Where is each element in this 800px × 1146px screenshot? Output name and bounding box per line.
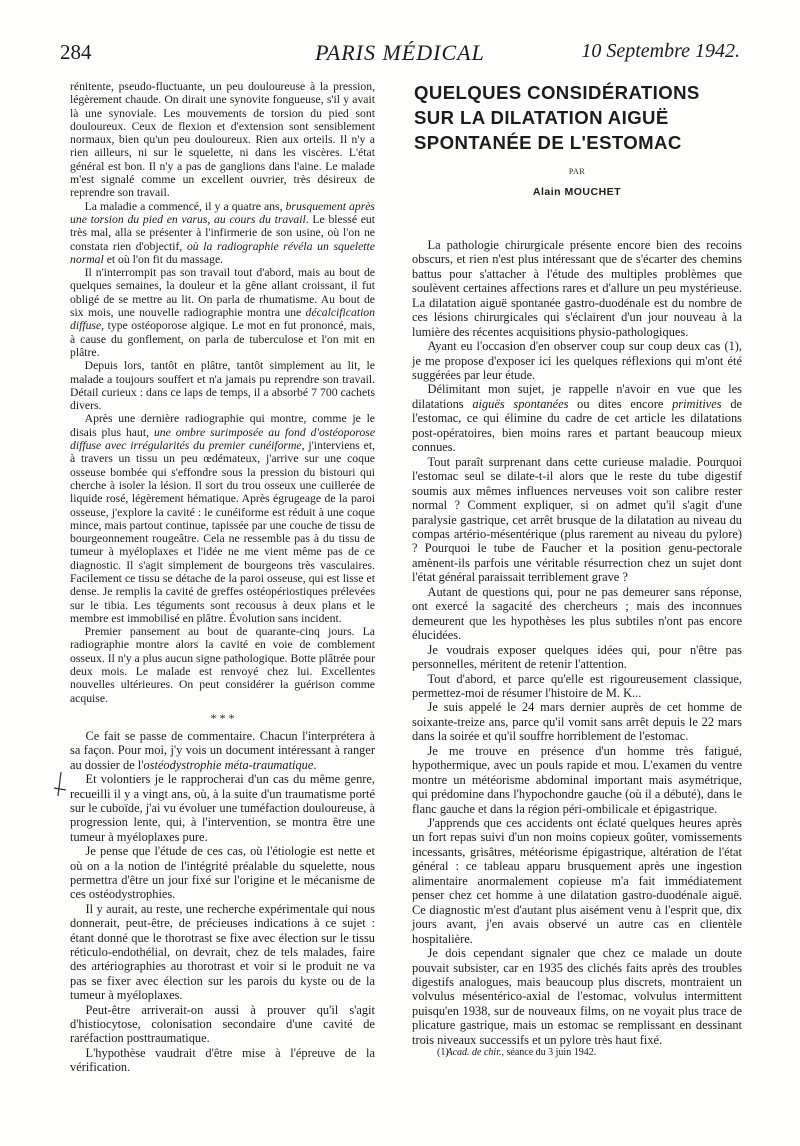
left-column [70,80,375,1075]
running-header [60,40,740,70]
paragraph: Et volontiers je le rapprocherai d'un cas du même genre, recueilli il y a vingt ans, où, à la suite d'un traumatisme porté sur le cuboïde, j'ai vu évoluer une tuméfaction douloureuse, à progression lente, qui, à l'intervention, se montra être une tumeur à myéloplaxes pure. [70,772,375,844]
paragraph: Je voudrais exposer quelques idées qui, pour n'être pas personnelles, méritent de retenir l'attention. [412,642,742,672]
paragraph: La maladie a commencé, il y a quatre ans, brusquement après une torsion du pied en varus, au cours du travail. Le blessé eut très mal, alla se présenter à l'infirmerie de son usine, où l'on ne constata rien d'objectif, où la radiographie révéla un squelette normal et où l'on fit du massage. [70,199,376,266]
margin-pencil-mark-icon [52,770,68,800]
paragraph: Premier pansement au bout de quarante-cinq jours. La radiographie montre alors la cavité en voie de comblement osseux. Il n'y a plus aucun signe pathologique. Botte plâtrée pour deux mois. Le malade est renvoyé chez lui. Excellentes nouvelles ultérieures. On peut considérer la guérison comme acquise. [70,625,375,705]
commentary-section [70,729,375,1075]
paragraph: Délimitant mon sujet, je rappelle n'avoir en vue que les dilatations aiguës spontanées ou dites encore primitives de l'estomac, ce qui élimine du cadre de cet article les dilatations post-opératoires, bien moins rares et partant beaucoup mieux connues. [412,382,743,455]
paragraph: La pathologie chirurgicale présente encore bien des recoins obscurs, et rien n'est plus intéressant que de s'écarter des chemins battus pour s'attacher à l'étude des multiples problèmes que soulèvent certaines affections rares et d'allure un peu mystérieuse. La dilatation aiguë spontanée gastro-duodénale est du nombre de ces lésions chirurgicales qui s'éclairent d'un jour nouveau à la lumière des récentes acquisitions physio-pathologiques. [412,237,742,339]
paragraph: Autant de questions qui, pour ne pas demeurer sans réponse, ont exercé la sagacité des chercheurs ; mais des inconnues demeurent que les hypothèses les plus subtiles n'ont pas encore élucidées. [412,584,742,643]
article-body [412,238,742,1047]
paragraph: Après une dernière radiographie qui montre, comme je le disais plus haut, une ombre surimposée au fond d'ostéoporose diffuse avec irrégularités du premier cunéiforme, j'interviens et, à travers un tissu un peu œdémateux, j'arrive sur une coque osseuse bombée qui s'effondre sous la pression du bistouri qui cherche à isoler la lésion. Il sort du trou osseux une cuillerée de liquide rosé, légèrement hématique. Après égrugeage de la paroi osseuse, j'explore la cavité : le cunéiforme est réduit à une coque mince, mais partout continue, tapissée par une couche de tissu de bourgeonnement rougeâtre. Cela ne ressemble pas à du tissu de tumeur à myéloplaxes et l'idée ne me vient même pas de ce diagnostic. Il s'agit simplement de bourgeons très vasculaires. Facilement ce tissu se détache de la paroi osseuse, qui est lisse et dense. Je remplis la cavité de greffes ostéopériostiques prélevées sur le tibia. Les téguments sont recousus à deux plans et le membre est immobilisé en plâtre. Évolution sans incident. [70,412,376,625]
paragraph: Il n'interrompit pas son travail tout d'abord, mais au bout de quelques semaines, la douleur et la gêne allant croissant, il fut obligé de se mettre au lit. On parla de rhumatisme. Au bout de six mois, une nouvelle radiographie montra une décalcification diffuse, type ostéoporose algique. Le mot en fut prononcé, mais, à cause du gonflement, on parla de tuberculose et l'on mit en plâtre. [70,266,375,359]
article-title: QUELQUES CONSIDÉRATIONS SUR LA DILATATION AIGUË SPONTANÉE DE L'ESTOMAC [414,82,700,153]
paragraph: Ayant eu l'occasion d'en observer coup sur coup deux cas (1), je me propose d'exposer ici les quelques réflexions qui m'ont été suggérées par leur étude. [412,339,742,382]
section-separator: * * * [210,710,235,725]
paragraph: Depuis lors, tantôt en plâtre, tantôt simplement au lit, le malade a toujours souffert et n'a jamais pu reprendre son travail. Détail curieux : dans ce laps de temps, il a absorbé 7 700 cachets divers. [70,359,375,413]
journal-title: PARIS MÉDICAL [315,40,485,65]
page-number: 284 [60,40,92,64]
paragraph: L'hypothèse vaudrait d'être mise à l'épreuve de la vérification. [70,1045,375,1075]
paragraph: Je suis appelé le 24 mars dernier auprès de cet homme de soixante-treize ans, parce qu'il vomit sans arrêt depuis le 22 mars dans la soirée et qu'il souffre horriblement de l'estomac. [412,700,742,744]
paragraph: Ce fait se passe de commentaire. Chacun l'interprétera à sa façon. Pour moi, j'y vois un document intéressant à ranger au dossier de l'ostéodystrophie méta-traumatique. [70,728,375,772]
paragraph: Il y aurait, au reste, une recherche expérimentale qui nous donnerait, peut-être, de précieuses indications à ce sujet : étant donné que le thorotrast se fixe avec élection sur le tissu réticulo-endothélial, on devrait, chez de tels malades, faire des artériographies au thorotrast et voir si le produit ne va pas se fixer avec élection sur les parois du kyste ou de la tumeur à myéloplaxes. [70,901,375,1003]
paragraph: Je pense que l'étude de ces cas, où l'étiologie est nette et où on a la notion de l'intégrité préalable du squelette, nous permettra d'être un jour fixé sur l'origine et le mécanisme de ces ostéodystrophies. [70,844,375,902]
paragraph: Peut-être arriverait-on aussi à prouver qu'il s'agit d'histiocytose, colonisation secondaire d'une cavité de raréfaction posttraumatique. [70,1002,375,1046]
paragraph: Je dois cependant signaler que chez ce malade un doute pouvait subsister, car en 1935 des clichés faits après des troubles digestifs analogues, mais beaucoup plus discrets, montraient un volvulus mésentérico-axial de l'estomac, volvulus intermittent puisqu'en 1938, sur de nouveaux films, on ne voyait plus trace de plicature gastrique, mais un estomac se remplissant en dessinant trois niveaux successifs et un pylore très haut fixé. [412,946,742,1047]
byline-par: PAR [568,167,586,176]
paragraph: Tout paraît surprenant dans cette curieuse maladie. Pourquoi l'estomac seul se dilate-t-il alors que le reste du tube digestif soumis aux mêmes influences nerveuses voit son calibre rester normal ? Comment expliquer, si on admet qu'il s'agit d'une paralysie gastrique, cet arrêt brusque de la dilatation au niveau du compas artério-mésentérique (plus rarement au niveau du pylore) ? Pourquoi le tube de Faucher et la position genu-pectorale amènent-ils parfois une véritable résurrection chez un sujet dont l'état général paraissait terriblement grave ? [412,454,742,585]
paragraph: Je me trouve en présence d'un homme très fatigué, hypothermique, avec un pouls rapide et mou. L'examen du ventre montre un météorisme abdominal important mais asymétrique, qui prédomine dans l'hypochondre gauche (où il a débuté), dans le flanc gauche et dans la région péri-ombilicale et épigastrique. [412,743,742,816]
issue-date: 10 Septembre 1942. [581,40,740,62]
right-column [412,80,742,1059]
footnote: (1)Acad. de chir., séance du 3 juin 1942. [437,1047,597,1059]
paragraph: Tout d'abord, et parce qu'elle est rigoureusement classique, permettez-moi de résumer l'histoire de M. K... [412,671,742,700]
paragraph: rénitente, pseudo-fluctuante, un peu douloureuse à la pression, légèrement chaude. On dirait une synovite fongueuse, s'il y avait là une synoviale. Les mouvements de torsion du pied sont douloureux. Ceux de flexion et d'extension sont sensiblement normaux, bien qu'un peu douloureux. Rien aux orteils. Il n'y a rien ailleurs, ni sur le squelette, ni dans les viscères. L'état général est bon. Il n'y a pas de ganglions dans l'aine. Le malade m'est signalé comme un excellent ouvrier, très désireux de reprendre son travail. [70,80,375,200]
article-author: Alain MOUCHET [532,186,622,199]
paragraph: J'apprends que ces accidents ont éclaté quelques heures après un fort repas suivi d'un non moins copieux goûter, vomissements incessants, grisâtres, météorisme épigastrique, altération de l'état général : ce tableau apparu brusquement après une ingestion alimentaire anormalement copieuse m'a fait immédiatement penser chez cet homme à une dilatation gastro-duodénale aiguë. Ce diagnostic m'est d'autant plus aisément venu à l'esprit que, dix jours avant, j'en avais observé un autre cas en clientèle hospitalière. [412,816,742,946]
